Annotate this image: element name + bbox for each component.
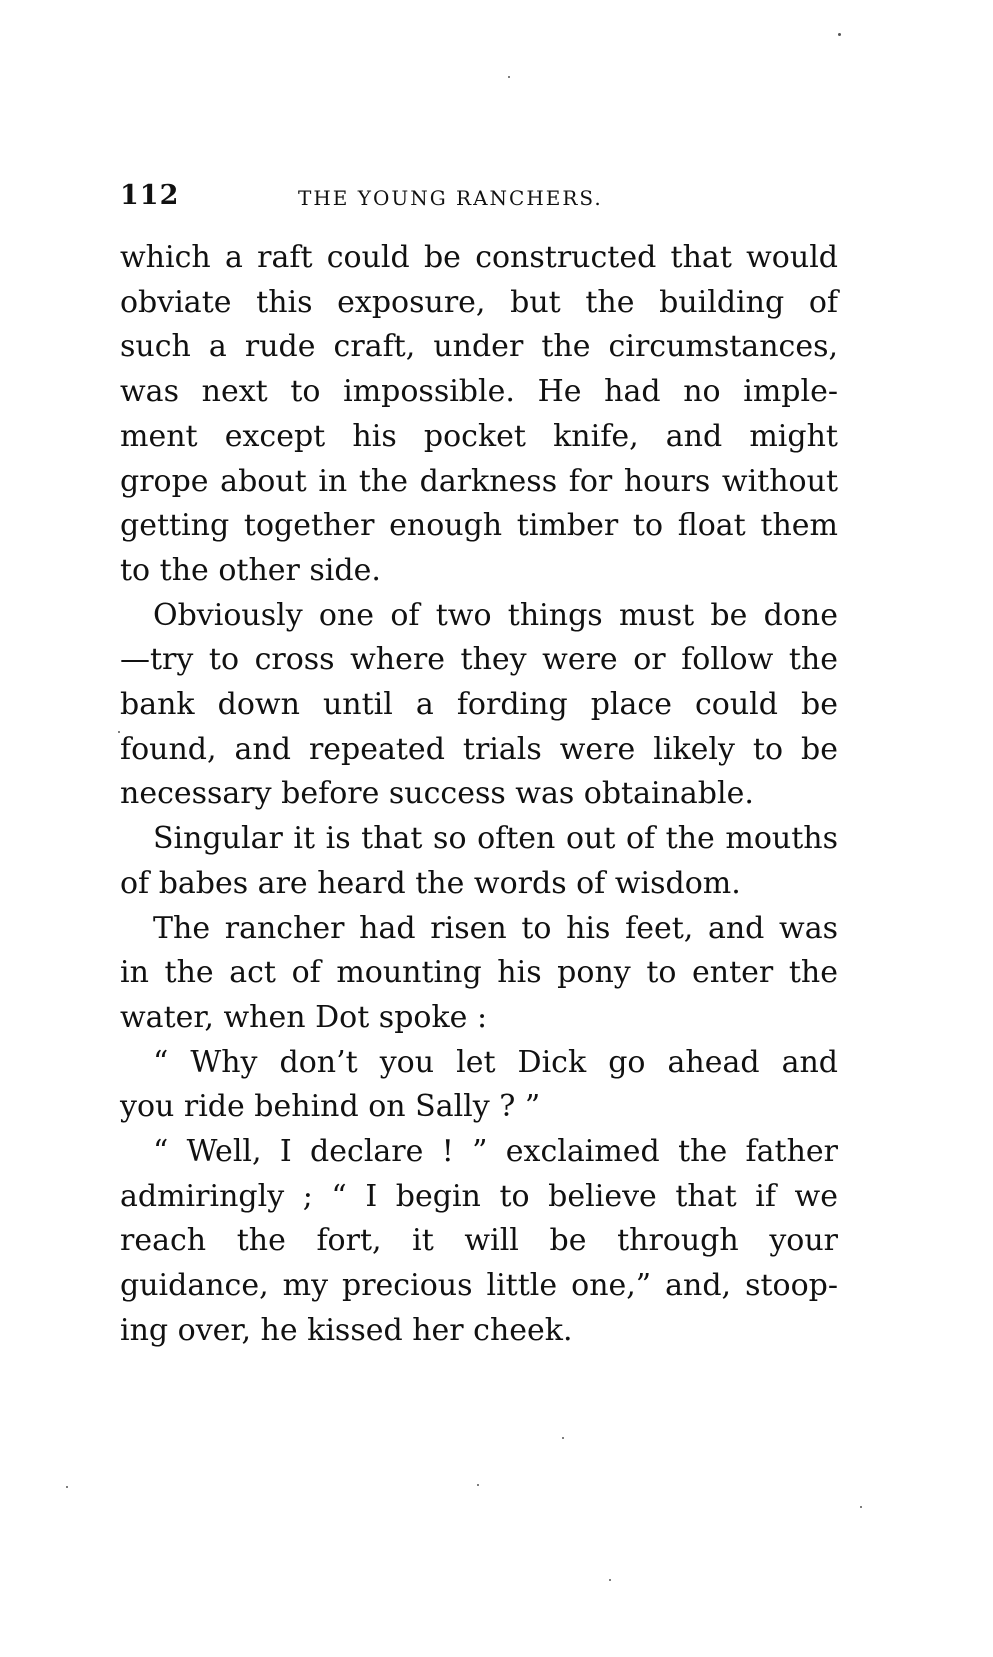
text-line: was next to impossible. He had no imple-: [120, 374, 838, 410]
text-line: you ride behind on Sally ? ”: [120, 1089, 541, 1125]
paragraph-6: [120, 1130, 838, 1354]
text-line: obviate this exposure, but the building of: [120, 284, 838, 320]
paragraph-2: [120, 594, 838, 818]
scan-speck: [66, 1486, 68, 1488]
text-line: “ Well, I declare ! ” exclaimed the father: [153, 1134, 838, 1170]
text-line: bank down until a fording place could be: [120, 687, 838, 723]
text-line: of babes are heard the words of wisdom.: [120, 865, 741, 901]
text-line: admiringly ; “ I begin to believe that if we: [120, 1178, 838, 1214]
text-line: which a raft could be constructed that would: [120, 240, 838, 275]
text-line: The rancher had risen to his feet, and was: [153, 910, 838, 946]
text-line: found, and repeated trials were likely to be: [120, 731, 838, 767]
running-head: [120, 180, 838, 220]
scan-speck: [118, 731, 120, 733]
paragraph-4: [120, 907, 838, 1041]
scan-speck: [609, 1579, 611, 1581]
scan-speck: [562, 1437, 564, 1439]
text-line: such a rude craft, under the circumstances,: [120, 329, 838, 365]
paragraph-3: [120, 817, 838, 906]
text-line: grope about in the darkness for hours without: [120, 463, 838, 499]
text-line: ment except his pocket knife, and might: [120, 418, 838, 454]
body-text: [120, 236, 838, 1354]
paragraph-5: [120, 1041, 838, 1130]
scan-speck: [508, 76, 510, 78]
scan-speck: [477, 1484, 479, 1486]
paragraph-1: [120, 236, 838, 594]
text-line: getting together enough timber to float them: [120, 508, 838, 544]
page-number: 112: [120, 180, 180, 211]
text-line: “ Why don’t you let Dick go ahead and: [153, 1044, 838, 1080]
text-line: in the act of mounting his pony to enter the: [120, 955, 838, 991]
scan-speck: [838, 33, 841, 36]
text-line: to the other side.: [120, 552, 381, 588]
text-line: Obviously one of two things must be done: [153, 597, 838, 633]
book-title: THE YOUNG RANCHERS.: [298, 186, 603, 210]
text-line: water, when Dot spoke :: [120, 999, 488, 1035]
text-line: Singular it is that so often out of the mouths: [153, 821, 838, 857]
text-line: —try to cross where they were or follow the: [120, 642, 838, 678]
text-line: necessary before success was obtainable.: [120, 776, 754, 812]
text-line: ing over, he kissed her cheek.: [120, 1312, 573, 1348]
text-line: reach the fort, it will be through your: [120, 1223, 838, 1259]
text-line: guidance, my precious little one,” and, stoop-: [120, 1268, 838, 1304]
scan-speck: [860, 1506, 862, 1508]
